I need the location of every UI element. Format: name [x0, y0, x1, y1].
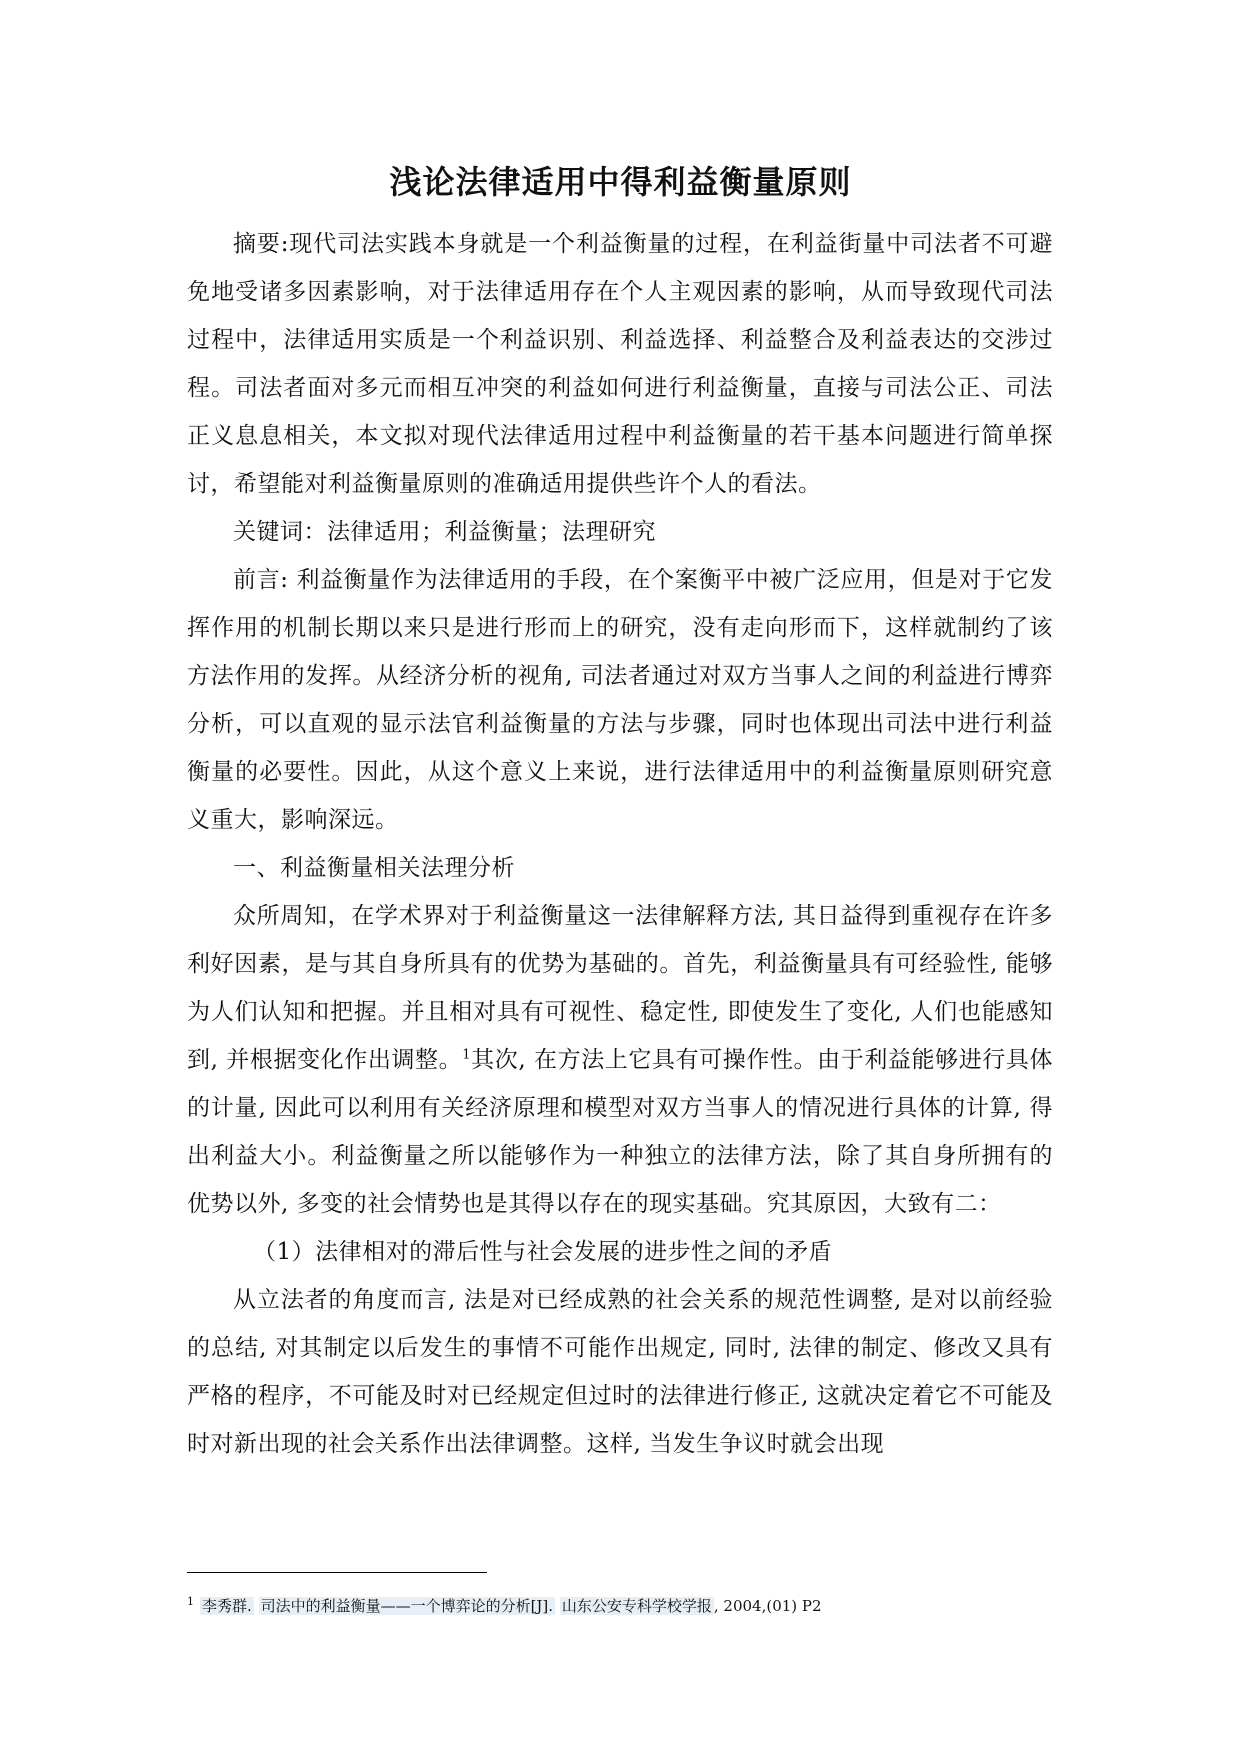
body-paragraph: 从立法者的角度而言, 法是对已经成熟的社会关系的规范性调整, 是对以前经验的总结, 对其制定以后发生的事情不可能作出规定, 同时, 法律的制定、修改又具有严格的程序，不可能及时对已经规定但过时的法律进行修正, 这就决定着它不可能及时对新出现的社会关系作出法律调整。这样, 当发生争议时就会出现: [187, 1287, 1053, 1457]
body-paragraph: [187, 892, 1053, 1228]
footnote-author[interactable]: 李秀群.: [202, 1597, 252, 1615]
footnote: [187, 1590, 1087, 1618]
document-title: 浅论法律适用中得利益衡量原则: [389, 163, 852, 201]
footnote-reference[interactable]: 1: [462, 1047, 472, 1063]
abstract-paragraph: 摘要:现代司法实践本身就是一个利益衡量的过程，在利益街量中司法者不可避免地受诸多因素影响，对于法律适用存在个人主观因素的影响，从而导致现代司法过程中，法律适用实质是一个利益识别、利益选择、利益整合及利益表达的交涉过程。司法者面对多元而相互冲突的利益如何进行利益衡量，直接与司法公正、司法正义息息相关，本文拟对现代法律适用过程中利益衡量的若干基本问题进行简单探讨，希望能对利益衡量原则的准确适用提供些许个人的看法。: [187, 231, 1053, 497]
body-text-after-ref: 其次, 在方法上它具有可操作性。由于利益能够进行具体的计量, 因此可以利用有关经济原理和模型对双方当事人的情况进行具体的计算, 得出利益大小。利益衡量之所以能够作为一种独立的法律方法，除了其自身所拥有的优势以外, 多变的社会情势也是其得以存在的现实基础。究其原因，大致有二：: [187, 1047, 1053, 1217]
body-text-before-ref: 众所周知，在学术界对于利益衡量这一法律解释方法, 其日益得到重视存在许多利好因素，是与其自身所具有的优势为基础的。首先，利益衡量具有可经验性, 能够为人们认知和把握。并且相对具有可视性、稳定性, 即使发生了变化, 人们也能感知到, 并根据变化作出调整。: [187, 903, 1053, 1073]
section-heading: 一、利益衡量相关法理分析: [233, 855, 515, 881]
footnote-tail: , 2004,(01) P2: [713, 1597, 822, 1615]
footnote-article[interactable]: 司法中的利益衡量——一个博弈论的分析[J].: [260, 1597, 554, 1615]
footnote-mark: 1: [187, 1595, 194, 1608]
document-body: [187, 220, 1053, 1468]
preface-paragraph: 前言: 利益衡量作为法律适用的手段，在个案衡平中被广泛应用，但是对于它发挥作用的机制长期以来只是进行形而上的研究，没有走向形而下，这样就制约了该方法作用的发挥。从经济分析的视角, 司法者通过对双方当事人之间的利益进行博弈分析，可以直观的显示法官利益衡量的方法与步骤，同时也体现出司法中进行利益衡量的必要性。因此，从这个意义上来说，进行法律适用中的利益衡量原则研究意义重大，影响深远。: [187, 567, 1053, 833]
footnote-journal[interactable]: 山东公安专科学校学报: [561, 1597, 712, 1615]
footnote-separator: [187, 1572, 487, 1573]
keywords-paragraph: 关键词：法律适用；利益衡量；法理研究: [233, 519, 656, 545]
subsection-heading: （1）法律相对的滞后性与社会发展的进步性之间的矛盾: [253, 1239, 833, 1265]
